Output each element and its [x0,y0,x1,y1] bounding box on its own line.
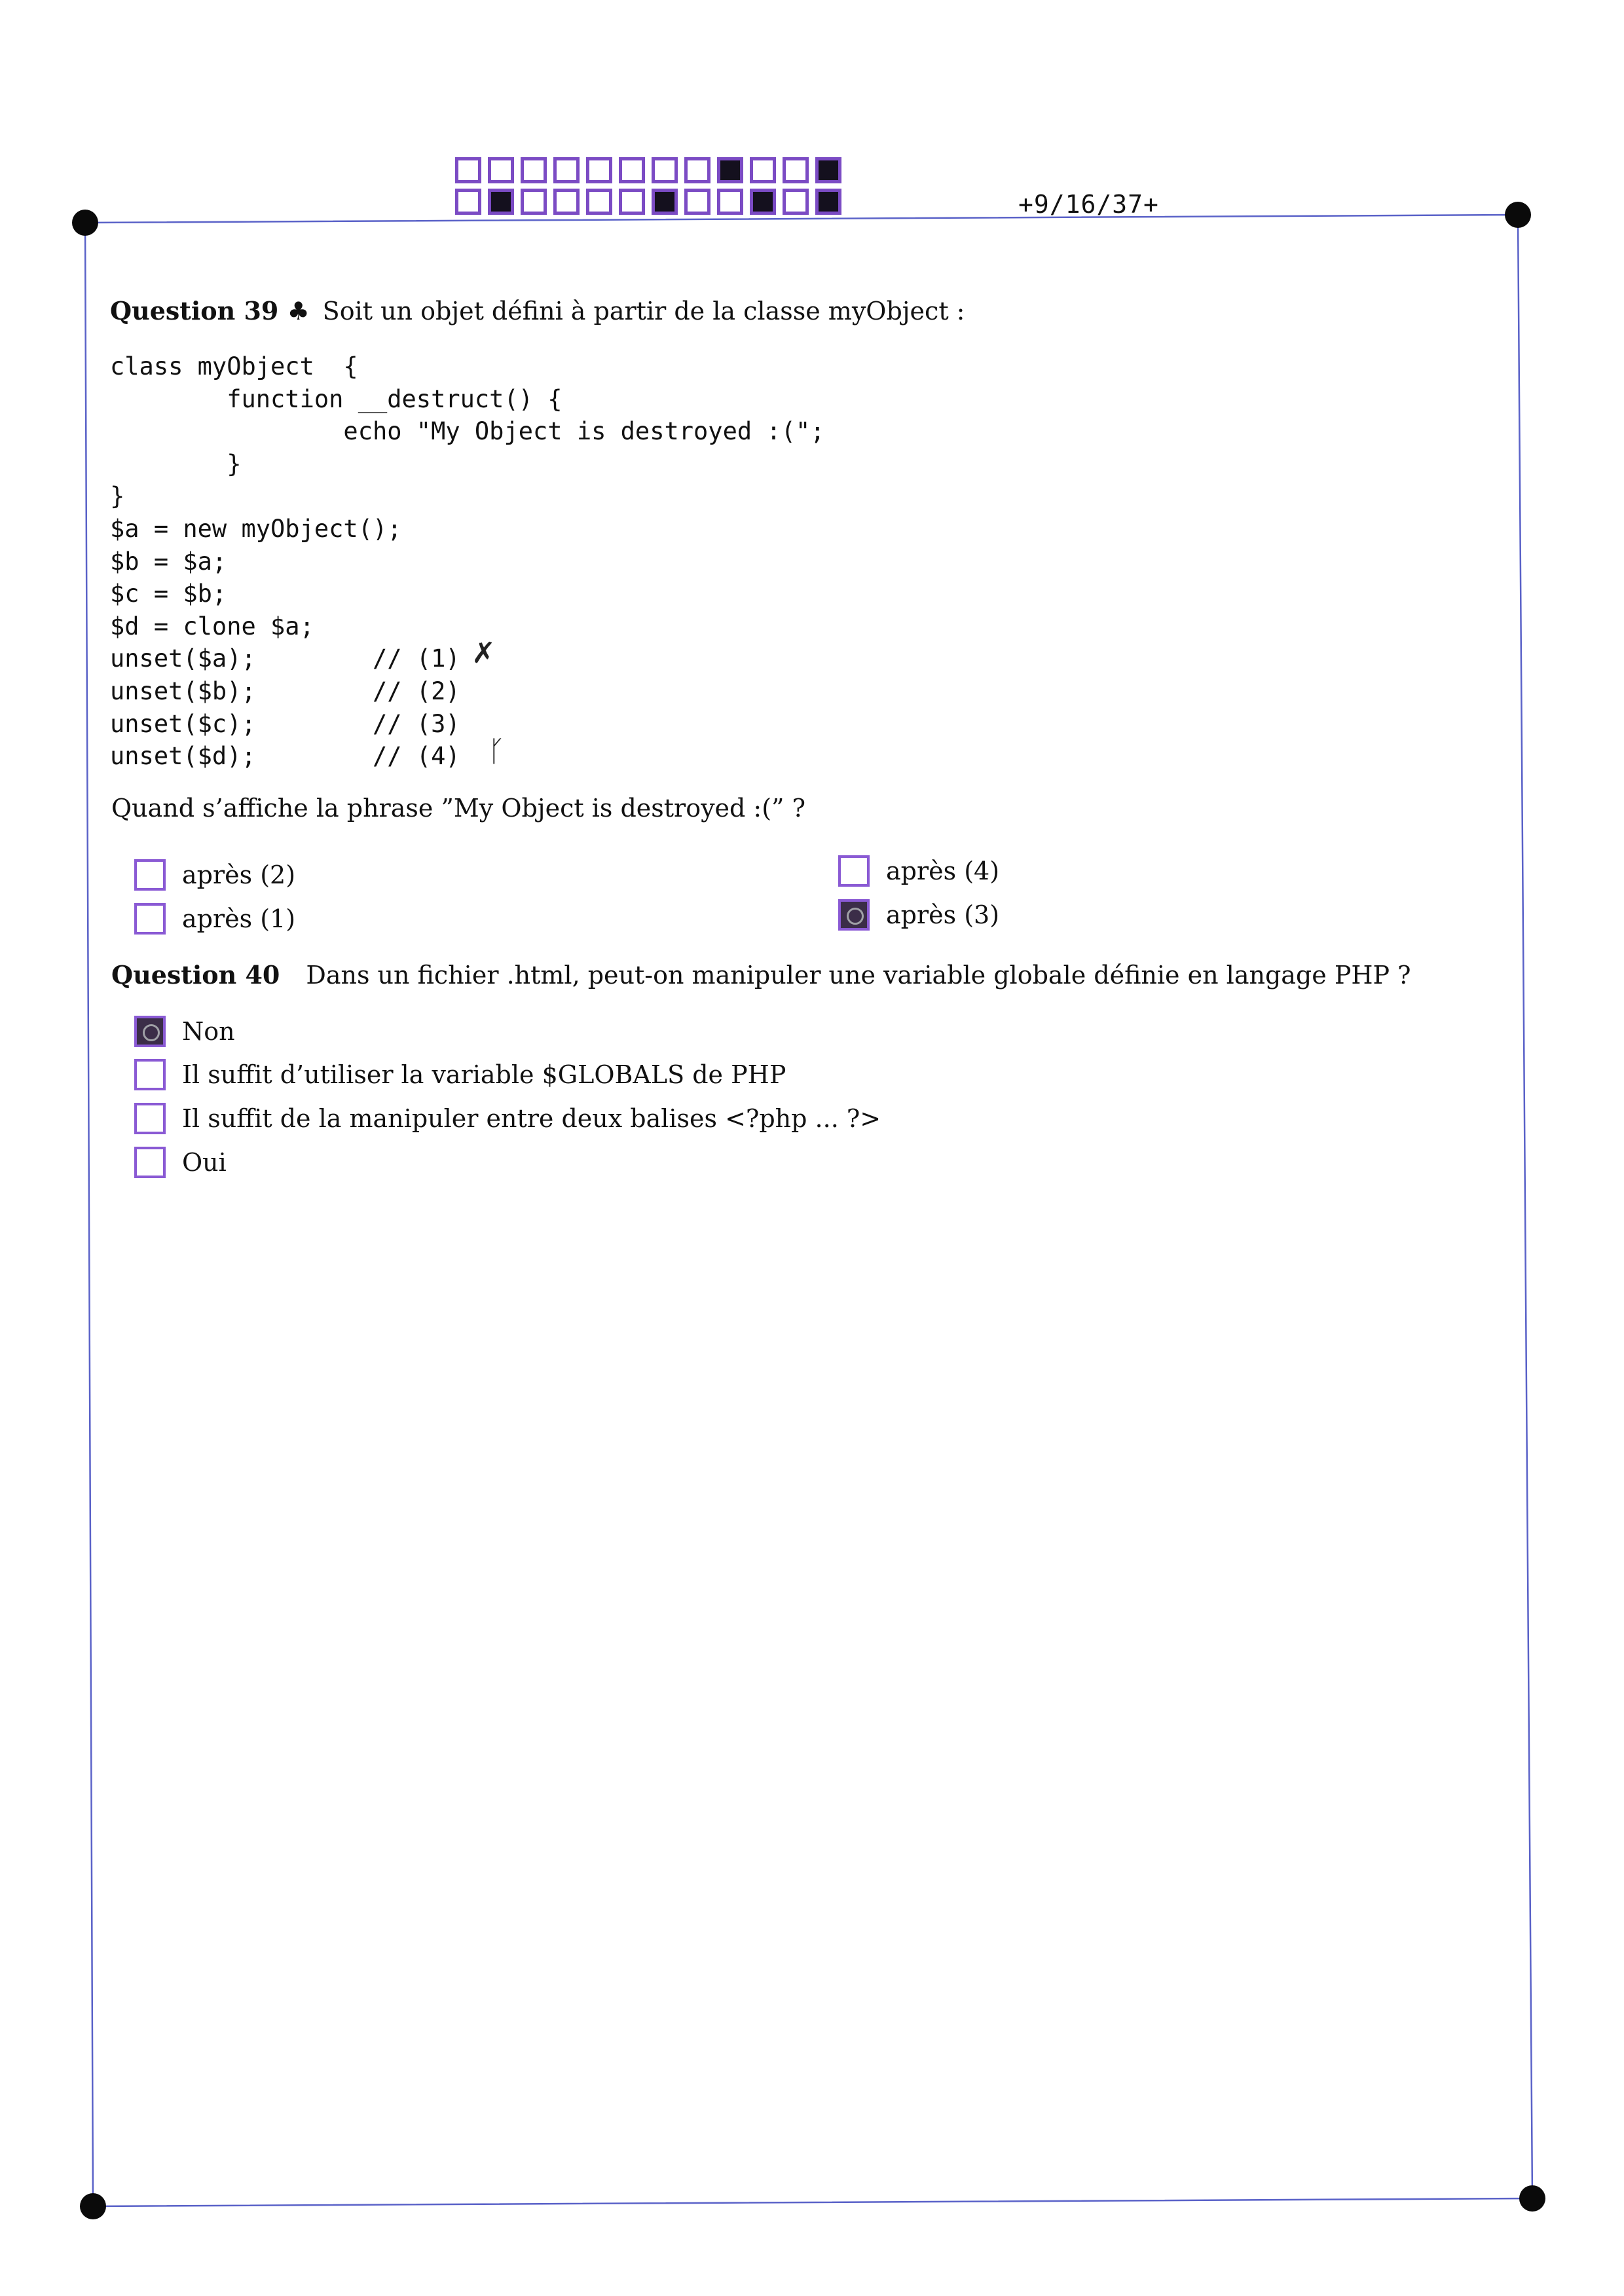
code-line: $b = $a; [110,547,227,576]
question-39-text: Soit un objet défini à partir de la classe myObject : [322,297,965,325]
q40-option-balises[interactable] [134,1103,881,1134]
q40-checkbox-non[interactable] [134,1016,166,1047]
q39-checkbox-apres-3[interactable] [838,899,870,931]
q39-option-label: après (4) [886,857,1000,885]
barcode-cell [586,157,612,183]
code-line: $d = clone $a; [110,612,314,640]
code-line: unset($b); // (2) [110,676,460,705]
q39-option-label: après (3) [886,900,1000,929]
code-line: class myObject { [110,352,358,380]
registration-dot-top-right [1505,202,1531,228]
q40-option-globals[interactable] [134,1059,786,1090]
registration-dot-bottom-right [1519,2185,1545,2212]
q40-option-non[interactable] [134,1016,235,1047]
q39-option-apres-3[interactable] [838,899,999,931]
q40-option-label: Oui [182,1148,227,1177]
q40-checkbox-oui[interactable] [134,1147,166,1178]
q39-option-apres-1[interactable] [134,903,295,935]
barcode-cell [815,189,841,215]
code-line: function __destruct() { [227,384,563,413]
code-line: $c = $b; [110,580,227,608]
q39-checkbox-apres-4[interactable] [838,855,870,887]
barcode-cell [488,189,514,215]
handwritten-mark-1: ✗ [471,637,496,670]
code-line: } [227,449,242,478]
q39-option-label: après (1) [182,904,296,933]
question-39-header [110,296,965,325]
barcode-cell [521,157,547,183]
barcode-cell [553,157,580,183]
barcode-cell [455,189,481,215]
barcode-row-2 [455,189,848,215]
barcode-row-1 [455,157,848,183]
q40-option-label: Il suffit de la manipuler entre deux balises <?php ... ?> [182,1104,881,1133]
q40-checkbox-globals[interactable] [134,1059,166,1090]
barcode-cell [750,157,776,183]
question-39-code [110,350,825,773]
page-identifier: +9/16/37+ [1018,190,1159,219]
barcode-cell [783,157,809,183]
code-line: unset($a); // (1) [110,644,460,673]
barcode-cell [684,189,710,215]
barcode-cell [652,157,678,183]
barcode-cell [652,189,678,215]
q39-checkbox-apres-1[interactable] [134,903,166,935]
barcode-cell [586,189,612,215]
barcode-cell [619,157,645,183]
barcode-cell [455,157,481,183]
code-line: unset($c); // (3) [110,709,460,738]
question-40-header [111,960,1411,990]
barcode-cell [684,157,710,183]
q39-option-label: après (2) [182,861,296,889]
registration-dot-top-left [72,210,98,236]
question-39-label: Question 39 ♣ [110,296,310,325]
q39-checkbox-apres-2[interactable] [134,859,166,891]
barcode-cell [783,189,809,215]
q40-option-oui[interactable] [134,1147,227,1178]
q39-option-apres-4[interactable] [838,855,999,887]
code-line: echo "My Object is destroyed :("; [343,417,825,446]
handwritten-mark-2: ᚴ [488,735,506,768]
q40-checkbox-balises[interactable] [134,1103,166,1134]
barcode-cell [619,189,645,215]
question-39-prompt: Quand s’affiche la phrase ”My Object is destroyed :(” ? [111,794,805,823]
q40-option-label: Non [182,1017,235,1046]
barcode-cell [717,157,743,183]
code-line: $a = new myObject(); [110,514,402,543]
question-40-label: Question 40 [111,960,280,990]
code-line: } [110,482,125,511]
registration-dot-bottom-left [80,2193,106,2219]
q39-option-apres-2[interactable] [134,859,295,891]
code-line: unset($d); // (4) [110,742,460,771]
barcode-cell [488,157,514,183]
question-40-text: Dans un fichier .html, peut-on manipuler une variable globale définie en langage PHP ? [306,961,1411,990]
barcode-cell [553,189,580,215]
q40-option-label: Il suffit d’utiliser la variable $GLOBALS de PHP [182,1060,786,1089]
barcode-cell [717,189,743,215]
barcode-cell [815,157,841,183]
barcode-cell [750,189,776,215]
barcode-cell [521,189,547,215]
